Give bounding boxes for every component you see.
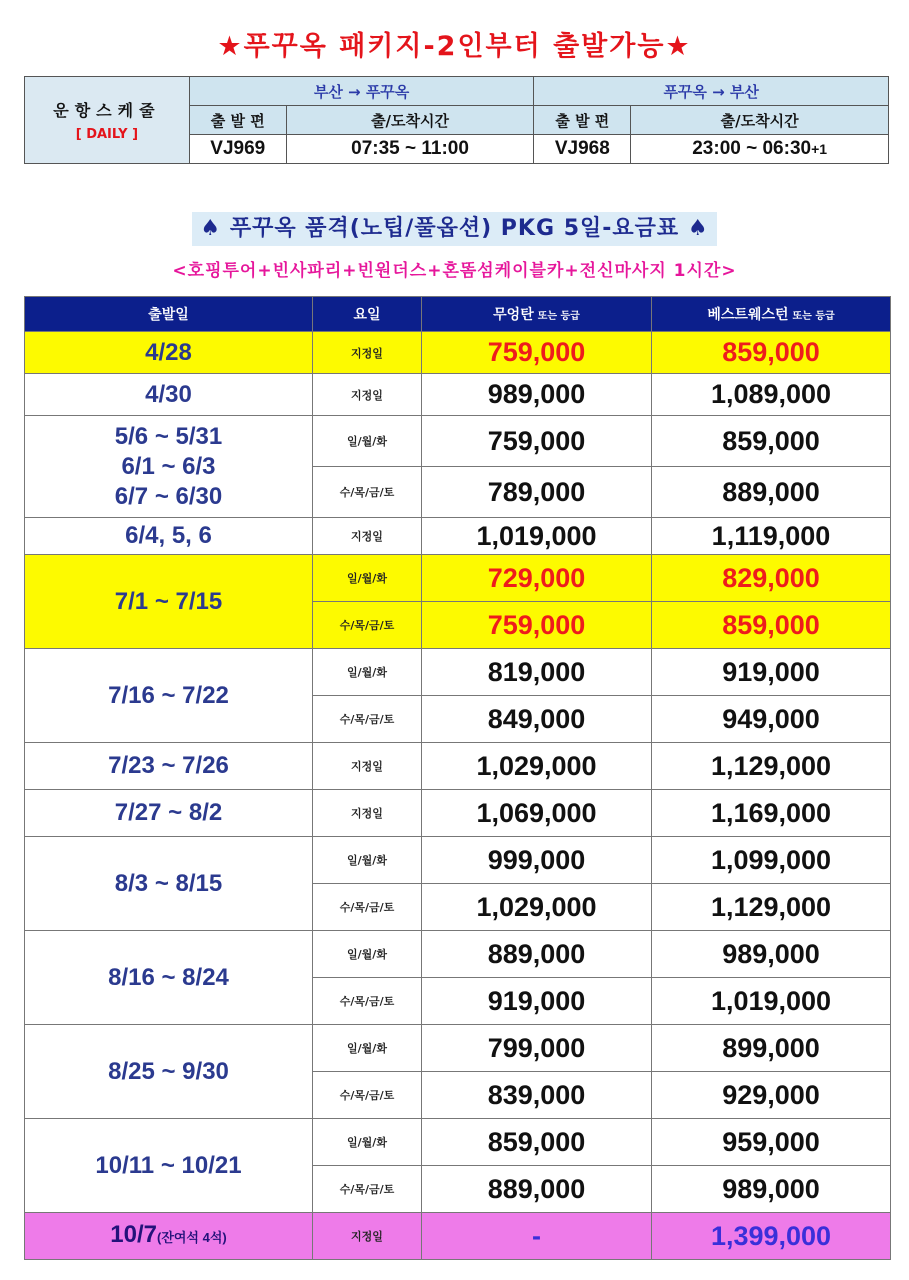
column-hotel2-name: 베스트웨스턴	[707, 307, 789, 323]
weekday: 지정일	[313, 743, 422, 790]
weekday: 일/월/화	[313, 1025, 422, 1072]
price-hotel1: 839,000	[422, 1072, 652, 1119]
column-day: 요일	[313, 297, 422, 332]
departure-date	[25, 555, 313, 649]
price-hotel2: 1,129,000	[652, 743, 891, 790]
price-hotel1: 759,000	[422, 416, 652, 467]
price-row	[25, 374, 891, 416]
price-row	[25, 555, 891, 602]
inbound-time	[631, 135, 889, 164]
price-row	[25, 518, 891, 555]
departure-date-text: 4/28	[145, 338, 192, 366]
inbound-time-suffix: +1	[811, 141, 828, 157]
weekday: 일/월/화	[313, 555, 422, 602]
price-hotel1: 1,069,000	[422, 790, 652, 837]
price-row	[25, 931, 891, 978]
weekday: 일/월/화	[313, 649, 422, 696]
price-hotel2: 859,000	[652, 332, 891, 374]
column-hotel2	[652, 297, 891, 332]
price-hotel1: 1,029,000	[422, 743, 652, 790]
price-row	[25, 743, 891, 790]
price-hotel1: 989,000	[422, 374, 652, 416]
departure-date-text: 6/1 ~ 6/3	[121, 452, 216, 480]
price-hotel1: 919,000	[422, 978, 652, 1025]
weekday: 지정일	[313, 374, 422, 416]
price-row	[25, 1119, 891, 1166]
price-hotel1: 1,019,000	[422, 518, 652, 555]
price-hotel2: 1,399,000	[652, 1213, 891, 1260]
price-row	[25, 416, 891, 467]
price-hotel1: 759,000	[422, 332, 652, 374]
departure-date-text: 4/30	[145, 380, 192, 408]
price-hotel1: 889,000	[422, 931, 652, 978]
price-hotel1: 729,000	[422, 555, 652, 602]
price-hotel2: 919,000	[652, 649, 891, 696]
price-hotel1: -	[422, 1213, 652, 1260]
price-hotel2: 1,019,000	[652, 978, 891, 1025]
price-hotel1: 999,000	[422, 837, 652, 884]
price-hotel2: 989,000	[652, 1166, 891, 1213]
price-hotel2: 949,000	[652, 696, 891, 743]
product-title	[192, 212, 716, 246]
departure-date-text: 10/7	[110, 1220, 157, 1248]
departure-date	[25, 931, 313, 1025]
spade-icon: ♠	[687, 216, 709, 241]
price-hotel1: 849,000	[422, 696, 652, 743]
inbound-time-value: 23:00 ~ 06:30	[692, 138, 812, 159]
price-hotel1: 1,029,000	[422, 884, 652, 931]
weekday: 일/월/화	[313, 931, 422, 978]
price-hotel1: 889,000	[422, 1166, 652, 1213]
flight-schedule-table	[24, 76, 889, 164]
departure-date-text: 7/23 ~ 7/26	[108, 752, 229, 779]
departure-date	[25, 837, 313, 931]
daily-label: [ DAILY ]	[75, 127, 139, 142]
outbound-time: 07:35 ~ 11:00	[286, 135, 534, 164]
departure-date-text: 8/16 ~ 8/24	[108, 963, 229, 991]
price-hotel2: 929,000	[652, 1072, 891, 1119]
departure-date-text: 6/7 ~ 6/30	[114, 482, 223, 510]
spade-icon: ♠	[200, 216, 222, 241]
weekday: 수/목/금/토	[313, 1166, 422, 1213]
price-hotel1: 789,000	[422, 467, 652, 518]
inbound-route: 푸꾸옥 → 부산	[534, 77, 889, 106]
price-row	[25, 649, 891, 696]
weekday: 일/월/화	[313, 416, 422, 467]
product-subtitle: <호핑투어+빈사파리+빈원더스+혼똠섬케이블카+전신마사지 1시간>	[172, 261, 737, 281]
weekday: 수/목/금/토	[313, 978, 422, 1025]
column-hotel1	[422, 297, 652, 332]
outbound-time-header: 출/도착시간	[286, 106, 534, 135]
price-hotel2: 889,000	[652, 467, 891, 518]
departure-date-text: 7/27 ~ 8/2	[114, 799, 223, 826]
outbound-route: 부산 → 푸꾸옥	[189, 77, 534, 106]
price-hotel2: 1,119,000	[652, 518, 891, 555]
weekday: 일/월/화	[313, 837, 422, 884]
departure-date	[25, 518, 313, 555]
column-hotel2-suffix: 또는 등급	[792, 311, 835, 322]
price-hotel2: 959,000	[652, 1119, 891, 1166]
price-hotel1: 859,000	[422, 1119, 652, 1166]
departure-date	[25, 1213, 313, 1260]
price-hotel2: 859,000	[652, 602, 891, 649]
weekday: 수/목/금/토	[313, 467, 422, 518]
departure-date-text: 7/1 ~ 7/15	[114, 587, 223, 615]
schedule-label	[25, 77, 190, 164]
departure-date	[25, 1119, 313, 1213]
departure-date-text: 7/16 ~ 7/22	[108, 681, 229, 709]
price-table-header	[25, 297, 891, 332]
weekday: 일/월/화	[313, 1119, 422, 1166]
departure-date	[25, 1025, 313, 1119]
departure-date-text: 8/3 ~ 8/15	[114, 869, 223, 897]
weekday: 지정일	[313, 1213, 422, 1260]
price-row	[25, 837, 891, 884]
departure-date	[25, 790, 313, 837]
inbound-flight: VJ968	[534, 135, 631, 164]
price-hotel2: 989,000	[652, 931, 891, 978]
departure-date	[25, 649, 313, 743]
product-title-text: 푸꾸옥 품격(노팁/풀옵션) PKG 5일-요금표	[229, 216, 680, 241]
price-hotel1: 759,000	[422, 602, 652, 649]
schedule-label-text: 운항스케줄	[53, 101, 161, 120]
price-hotel1: 819,000	[422, 649, 652, 696]
column-date: 출발일	[25, 297, 313, 332]
departure-date-text: 5/6 ~ 5/31	[114, 422, 223, 450]
weekday: 지정일	[313, 790, 422, 837]
departure-date	[25, 416, 313, 518]
price-hotel2: 1,089,000	[652, 374, 891, 416]
weekday: 지정일	[313, 332, 422, 374]
inbound-flight-header: 출 발 편	[534, 106, 631, 135]
departure-date	[25, 374, 313, 416]
price-row	[25, 790, 891, 837]
weekday: 수/목/금/토	[313, 1072, 422, 1119]
price-hotel2: 1,129,000	[652, 884, 891, 931]
weekday: 수/목/금/토	[313, 884, 422, 931]
column-hotel1-suffix: 또는 등급	[537, 311, 580, 322]
price-hotel1: 799,000	[422, 1025, 652, 1072]
price-row	[25, 1025, 891, 1072]
departure-date-text: 8/25 ~ 9/30	[108, 1057, 229, 1085]
outbound-flight-header: 출 발 편	[189, 106, 286, 135]
price-hotel2: 1,169,000	[652, 790, 891, 837]
price-table	[24, 296, 891, 1260]
product-title-wrap	[0, 212, 909, 246]
departure-date	[25, 743, 313, 790]
price-row	[25, 332, 891, 374]
price-hotel2: 859,000	[652, 416, 891, 467]
outbound-flight: VJ969	[189, 135, 286, 164]
price-hotel2: 899,000	[652, 1025, 891, 1072]
remaining-seats-note: (잔여석 4석)	[156, 1229, 227, 1245]
departure-date-text: 6/4, 5, 6	[125, 522, 212, 549]
departure-date-text: 10/11 ~ 10/21	[95, 1151, 242, 1179]
inbound-time-header: 출/도착시간	[631, 106, 889, 135]
headline: ★푸꾸옥 패키지-2인부터 출발가능★	[217, 31, 692, 62]
weekday: 수/목/금/토	[313, 696, 422, 743]
column-hotel1-name: 무엉탄	[493, 307, 534, 323]
price-hotel2: 829,000	[652, 555, 891, 602]
weekday: 수/목/금/토	[313, 602, 422, 649]
price-row	[25, 1213, 891, 1260]
departure-date	[25, 332, 313, 374]
weekday: 지정일	[313, 518, 422, 555]
price-hotel2: 1,099,000	[652, 837, 891, 884]
